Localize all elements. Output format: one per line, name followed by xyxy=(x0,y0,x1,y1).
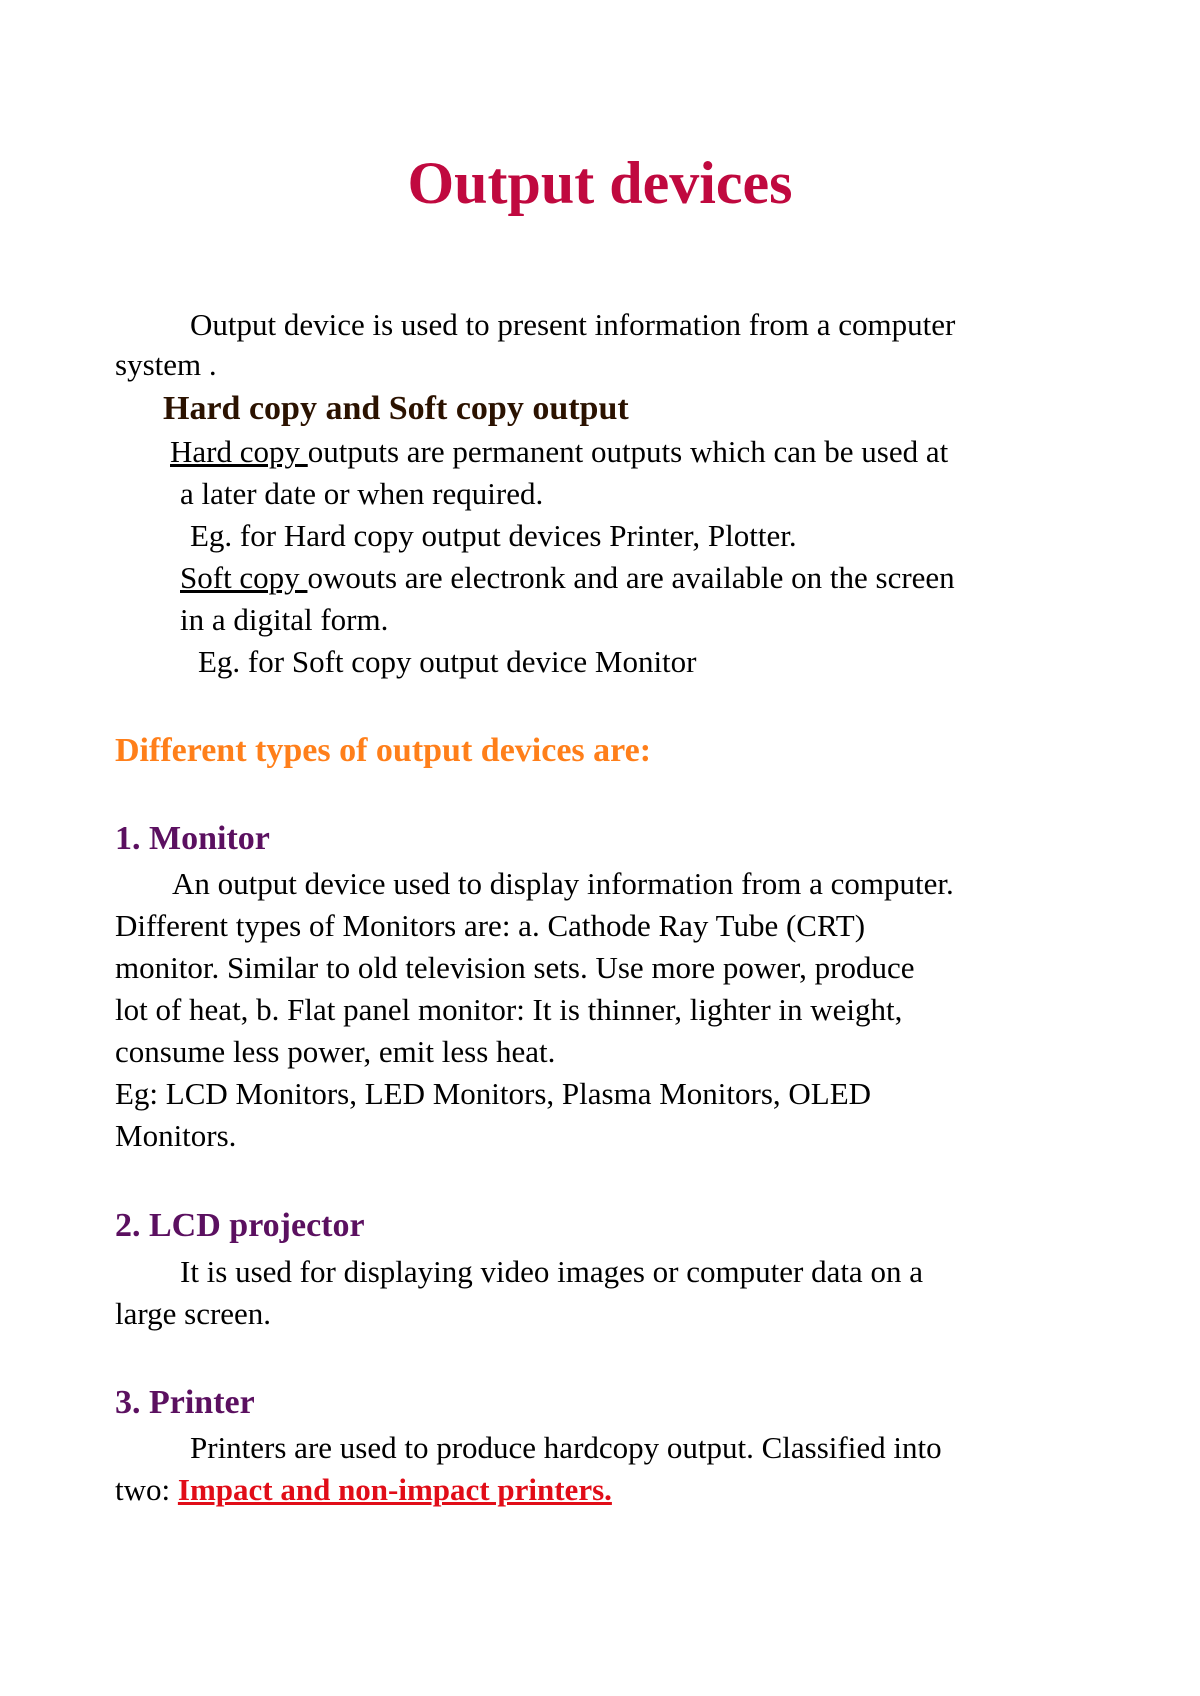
monitor-heading: 1. Monitor xyxy=(115,820,270,857)
printer-line-2 xyxy=(115,1470,612,1510)
monitor-line-6: Eg: LCD Monitors, LED Monitors, Plasma Monitors, OLED xyxy=(115,1076,872,1111)
printer-line-2-prefix: two: xyxy=(115,1472,178,1507)
soft-copy-desc: owouts are electronk and are available on the screen xyxy=(307,560,955,595)
lcd-line-1: It is used for displaying video images or computer data on a xyxy=(180,1254,923,1289)
intro-line-2: system . xyxy=(115,347,217,382)
monitor-line-2: Different types of Monitors are: a. Cathode Ray Tube (CRT) xyxy=(115,908,866,943)
hard-copy-example: Eg. for Hard copy output devices Printer, Plotter. xyxy=(190,518,797,553)
soft-copy-line-2: in a digital form. xyxy=(180,602,389,637)
hard-soft-heading: Hard copy and Soft copy output xyxy=(163,390,629,427)
monitor-line-5: consume less power, emit less heat. xyxy=(115,1034,556,1069)
soft-copy-line xyxy=(180,558,955,598)
types-heading: Different types of output devices are: xyxy=(115,732,652,769)
hard-copy-line-2: a later date or when required. xyxy=(180,476,544,511)
monitor-line-1: An output device used to display information from a computer. xyxy=(172,866,954,901)
soft-copy-example: Eg. for Soft copy output device Monitor xyxy=(198,644,697,679)
printer-heading: 3. Printer xyxy=(115,1384,255,1421)
monitor-line-7: Monitors. xyxy=(115,1118,237,1153)
lcd-line-2: large screen. xyxy=(115,1296,272,1331)
hard-copy-line xyxy=(170,432,948,472)
intro-line-1: Output device is used to present information from a computer xyxy=(190,307,956,342)
soft-copy-term: Soft copy xyxy=(180,560,308,595)
hard-copy-desc: outputs are permanent outputs which can be used at xyxy=(307,434,949,469)
impact-printers-text: Impact and non-impact printers. xyxy=(177,1472,612,1507)
hard-copy-term: Hard copy xyxy=(170,434,308,469)
monitor-line-3: monitor. Similar to old television sets. Use more power, produce xyxy=(115,950,915,985)
page-title: Output devices xyxy=(407,150,793,216)
monitor-line-4: lot of heat, b. Flat panel monitor: It is thinner, lighter in weight, xyxy=(115,992,903,1027)
printer-line-1: Printers are used to produce hardcopy output. Classified into xyxy=(190,1430,942,1465)
lcd-heading: 2. LCD projector xyxy=(115,1207,365,1244)
